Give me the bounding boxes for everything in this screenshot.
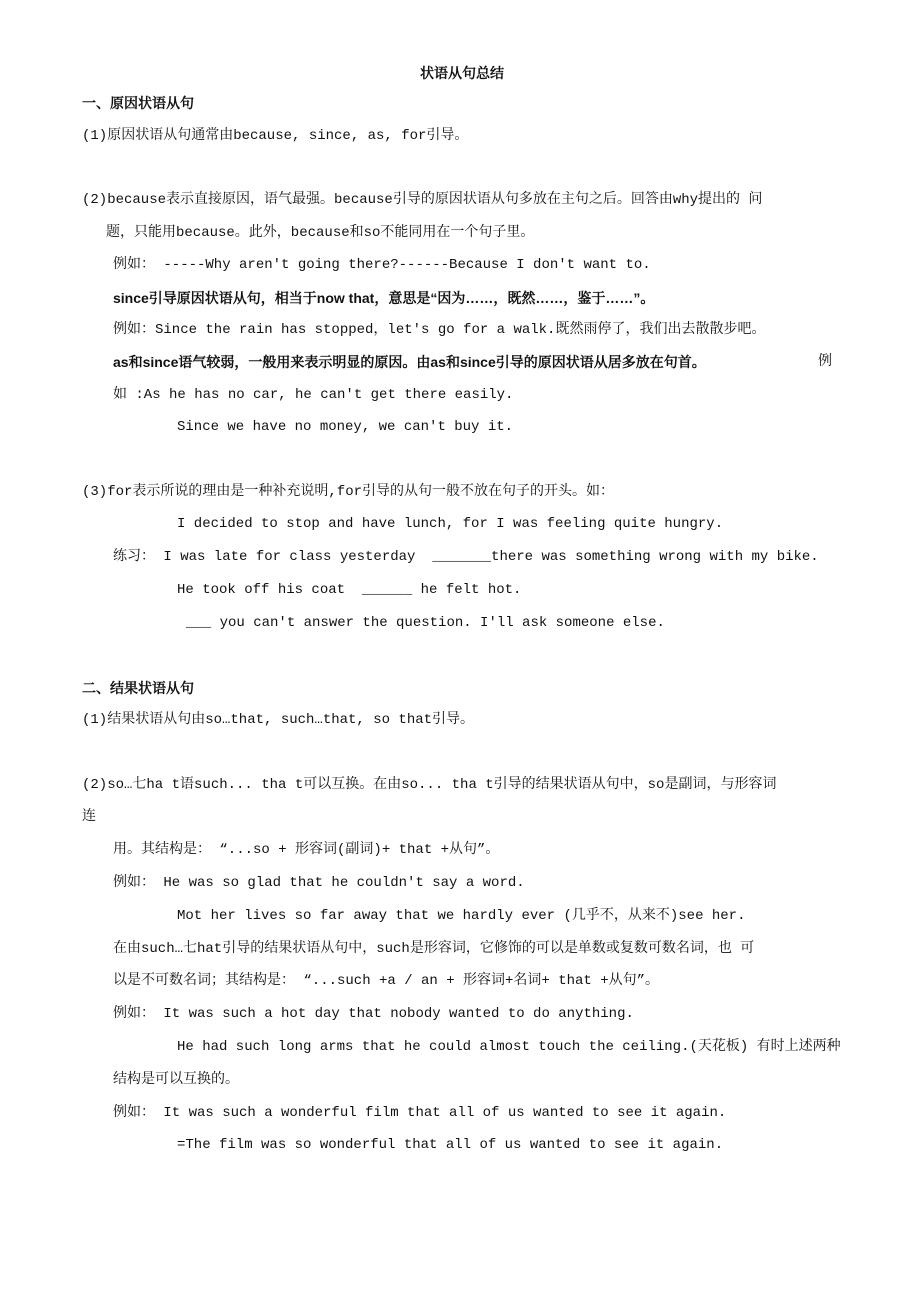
rule-text: since引导原因状语从句，相当于now that，意思是“因为……，既然……，鉴于……”。 <box>113 290 655 306</box>
example: Mot her lives so far away that we hardly ever (几乎不，从来不)see her. <box>177 908 746 924</box>
example: Since we have no money, we can't buy it. <box>177 419 514 435</box>
paragraph: (1)原因状语从句通常由because, since, as, for引导。 <box>82 128 469 144</box>
paragraph: 例 <box>818 354 832 370</box>
example: 例如： It was such a wonderful film that all of us wanted to see it again. <box>113 1105 727 1121</box>
paragraph: 题，只能用because。此外，because和so不能同用在一个句子里。 <box>106 225 535 241</box>
paragraph: 用。其结构是： “...so + 形容词(副词)+ that +从句”。 <box>113 842 500 858</box>
paragraph: 以是不可数名词；其结构是： “...such +a / an + 形容词+名词+ that +从句”。 <box>113 973 660 989</box>
example: I decided to stop and have lunch, for I was feeling quite hungry. <box>177 516 724 532</box>
paragraph: 在由such…七hat引导的结果状语从句中，such是形容词，它修饰的可以是单数或复数可数名词，也 可 <box>113 941 755 957</box>
practice: 练习： I was late for class yesterday _______there was something wrong with my bike. <box>113 549 819 565</box>
section-heading: 一、原因状语从句 <box>82 95 194 111</box>
paragraph: (1)结果状语从句由so…that, such…that, so that引导。 <box>82 712 475 728</box>
example: 例如： It was such a hot day that nobody wanted to do anything. <box>113 1006 634 1022</box>
paragraph: (2)because表示直接原因，语气最强。because引导的原因状语从句多放在主句之后。回答由why提出的 问 <box>82 192 763 208</box>
paragraph: 结构是可以互换的。 <box>113 1072 239 1088</box>
example: He had such long arms that he could almost touch the ceiling.(天花板) 有时上述两种 <box>177 1039 841 1055</box>
example: 例如： He was so glad that he couldn't say a word. <box>113 875 525 891</box>
paragraph: (2)so…七ha t语such... tha t可以互换。在由so... tha t引导的结果状语从句中，so是副词，与形容词 <box>82 777 777 793</box>
section-heading: 二、结果状语从句 <box>82 680 194 696</box>
paragraph: 连 <box>82 809 96 825</box>
example: =The film was so wonderful that all of us wanted to see it again. <box>177 1137 724 1153</box>
paragraph: (3)for表示所说的理由是一种补充说明,for引导的从句一般不放在句子的开头。如： <box>82 484 615 500</box>
practice: ___ you can't answer the question. I'll ask someone else. <box>186 615 665 631</box>
example: 例如： -----Why aren't going there?------Because I don't want to. <box>113 257 651 273</box>
example: 如 :As he has no car, he can't get there easily. <box>113 387 514 403</box>
example: 例如：Since the rain has stopped，let's go for a walk.既然雨停了，我们出去散散步吧。 <box>113 322 766 338</box>
rule-text: as和since语气较弱，一般用来表示明显的原因。由as和since引导的原因状语从居多放在句首。 <box>113 354 706 370</box>
practice: He took off his coat ______ he felt hot. <box>177 582 522 598</box>
page-title: 状语从句总结 <box>420 65 504 81</box>
